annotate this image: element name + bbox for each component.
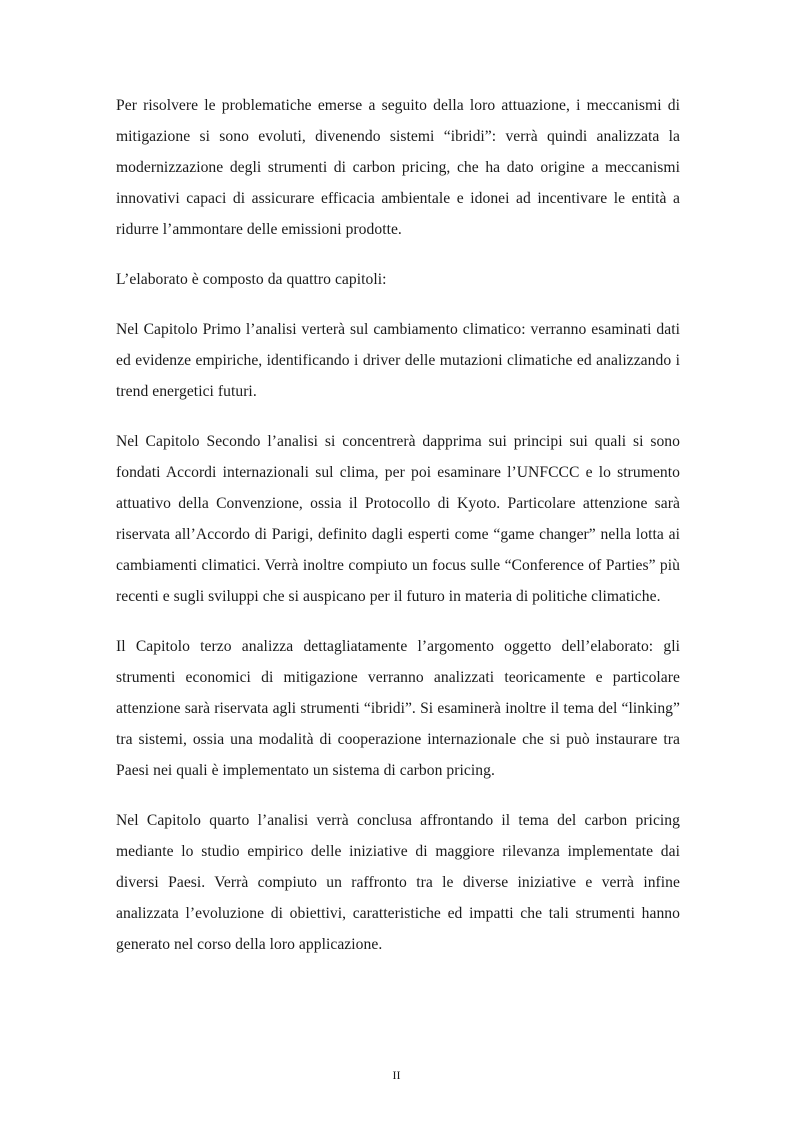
paragraph-chapter-four: Nel Capitolo quarto l’analisi verrà conclusa affrontando il tema del carbon pricing mediante lo studio empirico delle iniziative di maggiore rilevanza implementate dai diversi Paesi. Verrà compiuto un raffronto tra le diverse iniziative e verrà infine analizzata l’evoluzione di obiettivi, caratteristiche ed impatti che tali strumenti hanno generato nel corso della loro applicazione. [116, 812, 680, 953]
paragraph-structure-intro: L’elaborato è composto da quattro capitoli: [116, 271, 387, 288]
paragraph-hybrid-mechanisms: Per risolvere le problematiche emerse a seguito della loro attuazione, i meccanismi di mitigazione si sono evoluti, divenendo sistemi “ibridi”: verrà quindi analizzata la modernizzazione degli strumenti di carbon pricing, che ha dato origine a meccanismi innovativi capaci di assicurare efficacia ambientale e idonei ad incentivare le entità a ridurre l’ammontare delle emissioni prodotte. [116, 97, 680, 238]
paragraph-chapter-two: Nel Capitolo Secondo l’analisi si concentrerà dapprima sui principi sui quali si sono fondati Accordi internazionali sul clima, per poi esaminare l’UNFCCC e lo strumento attuativo della Convenzione, ossia il Protocollo di Kyoto. Particolare attenzione sarà riservata all’Accordo di Parigi, definito dagli esperti come “game changer” nella lotta ai cambiamenti climatici. Verrà inoltre compiuto un focus sulle “Conference of Parties” più recenti e sugli sviluppi che si auspicano per il futuro in materia di politiche climatiche. [116, 433, 680, 605]
paragraph-chapter-three: Il Capitolo terzo analizza dettagliatamente l’argomento oggetto dell’elaborato: gli strumenti economici di mitigazione verranno analizzati teoricamente e particolare attenzione sarà riservata agli strumenti “ibridi”. Si esaminerà inoltre il tema del “linking” tra sistemi, ossia una modalità di cooperazione internazionale che si può instaurare tra Paesi nei quali è implementato un sistema di carbon pricing. [116, 638, 680, 779]
page-number: II [392, 1068, 401, 1082]
paragraph-chapter-one: Nel Capitolo Primo l’analisi verterà sul cambiamento climatico: verranno esaminati dati ed evidenze empiriche, identificando i driver delle mutazioni climatiche ed analizzando i trend energetici futuri. [116, 321, 680, 400]
page-body [116, 90, 680, 979]
